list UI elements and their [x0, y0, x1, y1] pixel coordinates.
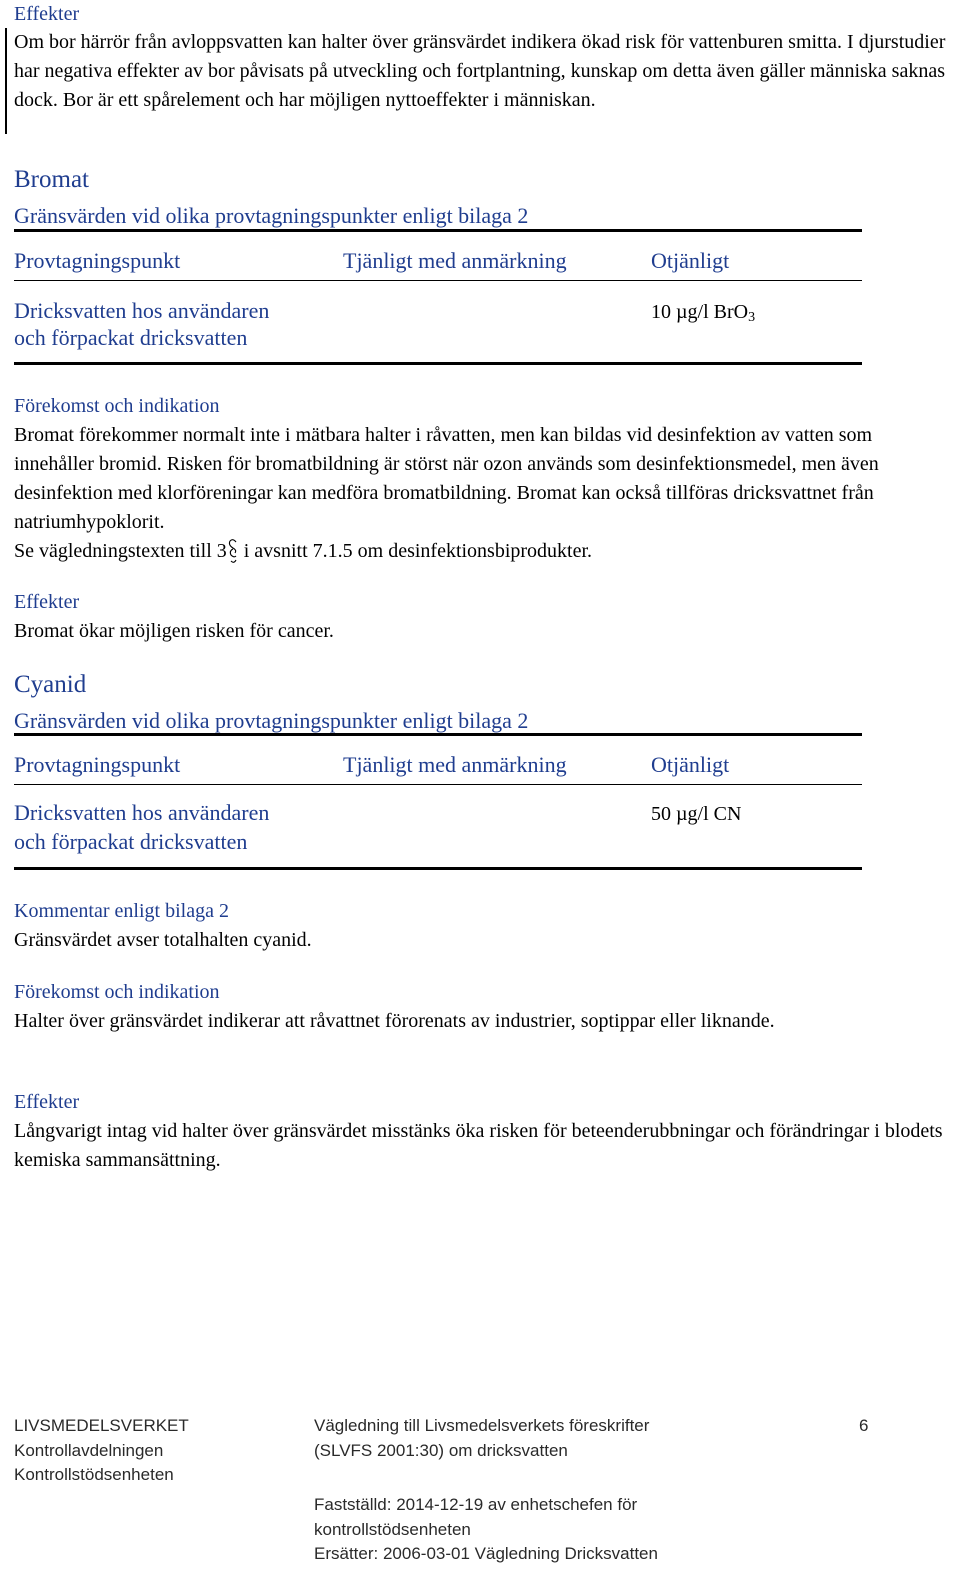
change-bar	[5, 28, 7, 134]
effects-paragraph: Om bor härrör från avloppsvatten kan halter över gränsvärdet indikera ökad risk för vattenburen smitta. I djurstudier har negativa effekter av bor påvisats på utveckling och fortplantning, kunskap om detta även gäller människa saknas dock. Bor är ett spårelement och har möjligen nyttoeffekter i människan.	[14, 31, 946, 111]
footer-doc-line2: (SLVFS 2001:30) om dricksvatten	[314, 1440, 568, 1460]
cyanid-effects-heading: Effekter	[14, 1091, 80, 1113]
cyanid-row-otjanligt: 50 µg/l CN	[651, 803, 742, 825]
cyanid-col-header-otjanligt: Otjänligt	[651, 752, 730, 777]
cyanid-occurrence-text: Halter över gränsvärdet indikerar att råvattnet förorenats av industrier, soptippar eller liknande.	[14, 1010, 775, 1032]
section-title-bromat: Bromat	[14, 166, 89, 193]
footer-replaces: Ersätter: 2006-03-01 Vägledning Dricksvatten	[314, 1544, 658, 1563]
bromat-see-text-suffix: i avsnitt 7.1.5 om desinfektionsbiprodukter.	[243, 540, 593, 562]
bromat-effects-heading: Effekter	[14, 591, 80, 613]
bromat-table-top-rule	[14, 229, 862, 232]
cyanid-table-bottom-rule	[14, 867, 862, 870]
cyanid-col-header-point: Provtagningspunkt	[14, 752, 181, 777]
bromat-table-caption: Gränsvärden vid olika provtagningspunkter enligt bilaga 2	[14, 203, 529, 228]
bromat-see-text-prefix: Se vägledningstexten till 3	[14, 540, 227, 562]
bromat-row-point-line2: och förpackat dricksvatten	[14, 325, 248, 350]
footer-established-line1: Fastställd: 2014-12-19 av enhetschefen för	[314, 1495, 638, 1514]
bromat-col-header-tjanligt: Tjänligt med anmärkning	[343, 248, 567, 273]
cyanid-row-point-line2: och förpackat dricksvatten	[14, 829, 248, 854]
bromat-effects-text: Bromat ökar möjligen risken för cancer.	[14, 620, 334, 642]
page-number: 6	[859, 1416, 869, 1435]
footer-org-line3: Kontrollstödsenheten	[14, 1465, 174, 1484]
cyanid-comment-heading: Kommentar enligt bilaga 2	[14, 900, 229, 922]
effects-heading: Effekter	[14, 3, 80, 25]
bromat-limit-subscript: 3	[748, 310, 756, 325]
bromat-limit-value: 10 µg/l BrO	[651, 301, 749, 323]
bromat-occurrence-text: Bromat förekommer normalt inte i mätbara halter i råvatten, men kan bildas vid desinfektion av vatten som innehåller bromid. Risken för bromatbildning är störst när ozon används som desinfektionsmedel, men även desinfektion med klorföreningar kan medföra bromatbildning. Bromat kan också tillföras dricksvattnet från natriumhypoklorit.	[14, 424, 879, 533]
section-sign-icon	[227, 537, 239, 566]
footer-established	[314, 1493, 658, 1567]
bromat-occurrence-heading: Förekomst och indikation	[14, 395, 220, 417]
cyanid-table-caption: Gränsvärden vid olika provtagningspunkter enligt bilaga 2	[14, 708, 529, 733]
cyanid-occurrence-heading: Förekomst och indikation	[14, 981, 220, 1003]
footer-document	[314, 1414, 649, 1463]
cyanid-header-rule	[14, 784, 862, 785]
bromat-see-text	[14, 537, 592, 566]
footer-doc-line1: Vägledning till Livsmedelsverkets föreskrifter	[314, 1416, 650, 1435]
cyanid-row-point-line1: Dricksvatten hos användaren	[14, 800, 270, 825]
footer-org-line1: LIVSMEDELSVERKET	[14, 1416, 189, 1435]
footer-org-line2: Kontrollavdelningen	[14, 1440, 164, 1460]
section-title-cyanid: Cyanid	[14, 671, 87, 698]
bromat-header-rule	[14, 280, 862, 281]
cyanid-table-top-rule	[14, 733, 862, 736]
bromat-row-otjanligt	[651, 298, 755, 332]
bromat-table-bottom-rule	[14, 362, 862, 365]
bromat-col-header-otjanligt: Otjänligt	[651, 248, 730, 273]
footer-established-line2: kontrollstödsenheten	[314, 1519, 471, 1539]
cyanid-col-header-tjanligt: Tjänligt med anmärkning	[343, 752, 567, 777]
cyanid-effects-text: Långvarigt intag vid halter över gränsvärdet misstänks öka risken för beteenderubbningar och förändringar i blodets kemiska sammansättning.	[14, 1120, 943, 1171]
bromat-col-header-point: Provtagningspunkt	[14, 248, 181, 273]
footer-org	[14, 1414, 189, 1488]
cyanid-comment-text: Gränsvärdet avser totalhalten cyanid.	[14, 929, 312, 951]
bromat-row-point-line1: Dricksvatten hos användaren	[14, 298, 270, 323]
